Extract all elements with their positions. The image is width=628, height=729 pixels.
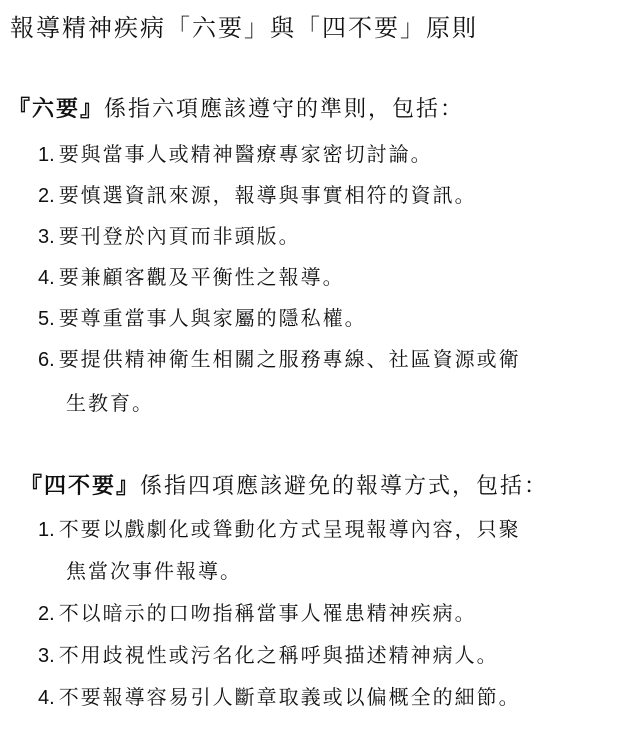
- item-number: 4.: [38, 267, 55, 289]
- four-dont-keyword: 『四不要』: [20, 473, 141, 499]
- six-do-item-6: [38, 343, 521, 372]
- item-text: 要與當事人或精神醫療專家密切討論。: [58, 142, 433, 166]
- six-do-keyword: 『六要』: [8, 96, 105, 122]
- item-text: 不要以戲劇化或聳動化方式呈現報導內容，只聚: [58, 517, 521, 541]
- six-do-item-1: [38, 138, 433, 167]
- six-do-heading: [8, 92, 464, 123]
- item-text: 要尊重當事人與家屬的隱私權。: [58, 306, 367, 330]
- item-text: 不要報導容易引人斷章取義或以偏概全的細節。: [58, 685, 521, 709]
- item-number: 5.: [38, 308, 55, 330]
- item-number: 2.: [38, 603, 55, 625]
- six-do-item-4: [38, 261, 345, 290]
- four-dont-item-1-continuation: 焦當次事件報導。: [66, 559, 242, 583]
- four-dont-item-2: [38, 597, 477, 626]
- item-text: 不用歧視性或污名化之稱呼與描述精神病人。: [58, 643, 499, 667]
- item-number: 3.: [38, 226, 55, 248]
- six-do-item-3: [38, 220, 301, 249]
- item-text: 要兼顧客觀及平衡性之報導。: [58, 265, 345, 289]
- four-dont-item-1: [38, 513, 521, 542]
- item-text: 要刊登於內頁而非頭版。: [58, 224, 301, 248]
- item-number: 4.: [38, 687, 55, 709]
- item-number: 3.: [38, 645, 55, 667]
- four-dont-heading: [20, 469, 548, 500]
- six-do-intro: 係指六項應該遵守的準則，包括：: [104, 97, 465, 122]
- item-number: 1.: [38, 144, 55, 166]
- item-number: 1.: [38, 519, 55, 541]
- six-do-item-2: [38, 179, 477, 208]
- item-number: 6.: [38, 349, 55, 371]
- four-dont-item-3: [38, 639, 499, 668]
- four-dont-intro: 係指四項應該避免的報導方式，包括：: [140, 474, 549, 499]
- six-do-item-6-continuation: 生教育。: [66, 391, 154, 415]
- six-do-item-5: [38, 302, 367, 331]
- four-dont-item-4: [38, 681, 521, 710]
- item-text: 不以暗示的口吻指稱當事人罹患精神疾病。: [58, 601, 477, 625]
- item-number: 2.: [38, 185, 55, 207]
- page-title: 報導精神疾病「六要」與「四不要」原則: [10, 14, 478, 42]
- item-text: 要提供精神衛生相關之服務專線、社區資源或衛: [58, 347, 521, 371]
- item-text: 要慎選資訊來源，報導與事實相符的資訊。: [58, 183, 477, 207]
